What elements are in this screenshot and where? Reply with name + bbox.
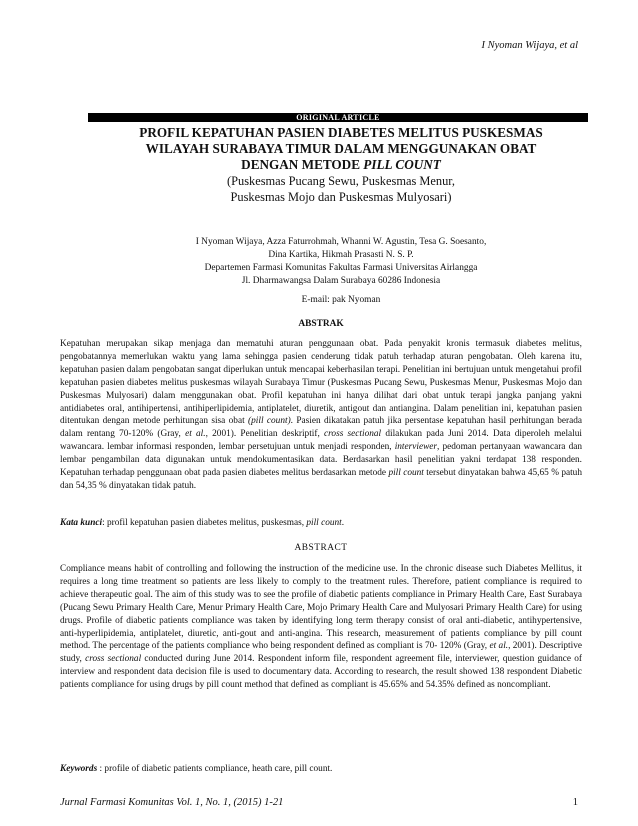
affiliation-line-1: Departemen Farmasi Komunitas Fakultas Farmasi Universitas Airlangga bbox=[204, 263, 478, 273]
kata-kunci-end: . bbox=[341, 518, 345, 528]
abstrak-text-4: dilakukan pada Juni 2014. Data diperoleh melalui wawancara. lembar informasi responden, lembar persetujuan untuk menjadi responden, bbox=[60, 429, 582, 453]
kata-kunci bbox=[60, 517, 582, 529]
footer-journal-citation: Jurnal Farmasi Komunitas Vol. 1, No. 1, (2015) 1-21 bbox=[60, 797, 284, 808]
title-line-2: WILAYAH SURABAYA TIMUR DALAM MENGGUNAKAN OBAT bbox=[145, 141, 537, 156]
article-title bbox=[80, 125, 602, 173]
authors-line-1: I Nyoman Wijaya, Azza Faturrohmah, Whanni W. Agustin, Tesa G. Soesanto, bbox=[195, 237, 487, 247]
abstract-text-2: , 2001). Descriptive study, bbox=[60, 641, 582, 665]
abstrak-italic-4: interviewer bbox=[394, 442, 438, 453]
abstrak-heading: ABSTRAK bbox=[298, 319, 344, 329]
abstract-text-3: conducted during June 2014. Respondent inform file, respondent agreement file, interviewer, question guidance of interview and respondent data decision file is used to documentary data. According to research, the result showed 138 respondent Diabetic patients compliance for using drugs by pill count method that defined as compliant is 45.65% and 54.35% defined as noncompliant. bbox=[60, 654, 582, 691]
abstrak-italic-1: (pill count) bbox=[248, 416, 291, 427]
author-block bbox=[80, 236, 602, 288]
abstract-text-1: Compliance means habit of controlling and following the instruction of the medicine use. In the chronic disease such Diabetes Mellitus, it requires a long time treatment so patients are less likely to comply to the treatment rules. Therefore, patient compliance is required to achieve therapeutic goal. The aim of this study was to see the profile of diabetic patients compliance in Primary Health Care, East Surabaya (Pucang Sewu Primary Health Care, Menur Primary Health Care, Mojo Primary Health Care and Mulyosari Primary Health Care) for using drugs. Profile of diabetic patients compliance was taken by identifying long term therapy consist of oral anti-diabetic, antihypertensive, anti-hyperlipidemia, antiplatelet, diuretic, anti-gout and anti-angina. This research, measurement of patients compliance by pill count method. The percentage of the patients compliance who being respondent defined as compliant is 70- 120% (Gray, bbox=[60, 564, 582, 652]
abstract-italic-2: cross sectional bbox=[85, 654, 142, 665]
keywords-text: : profile of diabetic patients compliance, heath care, pill count. bbox=[97, 764, 333, 774]
kata-kunci-text: : profil kepatuhan pasien diabetes melitus, puskesmas, bbox=[102, 518, 307, 528]
title-line-3-text: DENGAN METODE bbox=[241, 157, 364, 172]
abstract-italic-1: et al. bbox=[489, 641, 509, 652]
subtitle-line-2: Puskesmas Mojo dan Puskesmas Mulyosari) bbox=[230, 190, 452, 204]
abstrak-italic-2: et al. bbox=[185, 429, 206, 440]
authors-line-2: Dina Kartika, Hikmah Prasasti N. S. P. bbox=[268, 250, 414, 260]
abstrak-italic-3: cross sectional bbox=[324, 429, 382, 440]
abstrak-text-2: . Pasien dikatakan patuh jika persentase kepatuhan hasil perhitungan berada dalam rentang 70-120% (Gray, bbox=[60, 416, 582, 440]
abstract-paragraph bbox=[60, 563, 582, 692]
affiliation-line-2: Jl. Dharmawangsa Dalam Surabaya 60286 Indonesia bbox=[241, 276, 441, 286]
kata-kunci-italic: pill count bbox=[306, 518, 342, 528]
article-type-bar: ORIGINAL ARTICLE bbox=[88, 113, 588, 122]
abstrak-text-6: tersebut dinyatakan bahwa 45,65 % patuh dan 54,35 % dinyatakan tidak patuh. bbox=[60, 468, 582, 491]
subtitle-line-1: (Puskesmas Pucang Sewu, Puskesmas Menur, bbox=[226, 174, 456, 188]
abstrak-text-3: , 2001). Penelitian deskriptif, bbox=[205, 429, 325, 440]
abstrak-italic-5: pill count bbox=[388, 468, 424, 479]
title-line-3 bbox=[80, 157, 602, 173]
abstract-heading: ABSTRACT bbox=[294, 543, 348, 553]
abstrak-paragraph bbox=[60, 338, 582, 493]
running-head: I Nyoman Wijaya, et al bbox=[481, 40, 578, 51]
abstrak-text-5: , pedoman pertanyaan wawancara dan lembar pengambilan data digunakan untuk mendokumentasikan data. Berdasarkan hasil penelitian yakni terdapat 138 responden. Kepatuhan terhadap penggunaan obat pada pasien diabetes melitus berdasarkan metode bbox=[60, 442, 582, 479]
keywords-label: Keywords bbox=[60, 764, 98, 774]
title-pill-count: PILL COUNT bbox=[363, 157, 441, 172]
keywords bbox=[60, 763, 582, 775]
title-line-1: PROFIL KEPATUHAN PASIEN DIABETES MELITUS PUSKESMAS bbox=[139, 125, 543, 140]
page-number: 1 bbox=[572, 797, 578, 808]
kata-kunci-label: Kata kunci bbox=[60, 518, 103, 528]
author-email: E-mail: pak Nyoman bbox=[301, 295, 381, 305]
article-subtitle bbox=[80, 173, 602, 205]
abstrak-text-1: Kepatuhan merupakan sikap menjaga dan mematuhi aturan penggunaan obat. Pada penyakit kronis termasuk diabetes melitus, pengobatannya memerlukan waktu yang lama sehingga pasien cenderung tidak patuh terhadap aturan pengobatan. Oleh karena itu, kepatuhan pasien dalam pengobatan sangat diperlukan untuk mencapai keberhasilan terapi. Penelitian ini bertujuan untuk mengetahui profil kepatuhan pasien diabetes melitus puskesmas wilayah Surabaya Timur (Puskesmas Pucang Sewu, Puskesmas Menur, Puskesmas Mojo dan Puskesmas Mulyosari) dalam menggunakan obat. Profil kepatuhan ini hanya dilihat dari obat untuk terapi jangka panjang yakni antidiabetes oral, antihipertensi, antihiperlipidemia, antiplatelet, diuretik, antigout dan antiangina. Dalam penelitian ini, kepatuhan pasien ditentukan dengan metode perhitungan sisa obat bbox=[60, 339, 582, 427]
